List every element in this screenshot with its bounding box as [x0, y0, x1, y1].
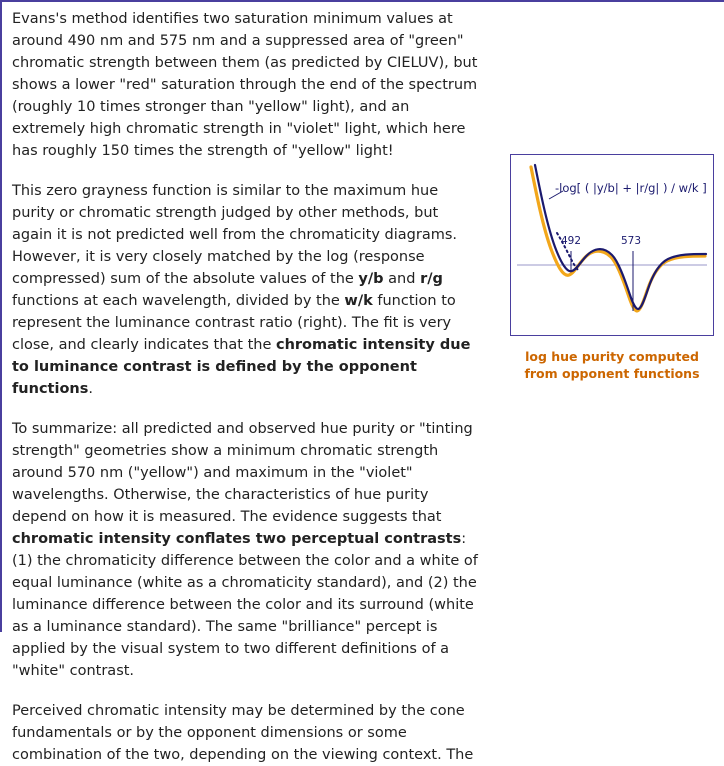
paragraph-4 — [12, 700, 478, 766]
figure-hue-purity — [510, 154, 716, 382]
annotation-label-492: 492 — [561, 235, 582, 247]
formula-label: -log[ ( |y/b| + |r/g| ) / w/k ] — [555, 181, 707, 195]
body-text: functions at each wavelength, divided by the — [12, 293, 345, 309]
emphasis-text: y/b — [358, 271, 384, 287]
text-column — [12, 8, 478, 766]
emphasis-text: w/k — [344, 293, 373, 309]
body-text: and — [383, 271, 421, 287]
paragraph-2 — [12, 180, 478, 400]
body-text: Evans's method identifies two saturation minimum values at around 490 nm and 575 nm and a suppressed area of "green" chromatic strength between them (as predicted by CIELUV), but shows a lower "red" saturation through the end of the spectrum (roughly 10 times stronger than "yellow" light), and an extremely high chromatic strength in "violet" light, which here has roughly 150 times the strength of "yellow" light! — [12, 11, 478, 159]
figure-plot-area — [510, 154, 714, 336]
emphasis-text: r/g — [420, 271, 443, 287]
body-text: function to represent the luminance contrast ratio (right). The fit is very close, and clearly indicates that the — [12, 293, 456, 353]
figure-caption: log hue purity computed from opponent functions — [524, 349, 700, 381]
paragraph-3 — [12, 418, 478, 682]
page-content — [12, 8, 716, 763]
annotation-label-573: 573 — [621, 235, 642, 247]
body-text: : (1) the chromaticity difference between the color and a white of equal luminance (white as a chromaticity standard), and (2) the luminance difference between the color and its surround (white as a luminance standard). The same "brilliance" percept is applied by the visual system to two different definitions of a "white" contrast. — [12, 531, 478, 679]
body-text: . — [88, 381, 93, 397]
paragraph-1 — [12, 8, 478, 162]
body-text: To summarize: all predicted and observed hue purity or "tinting strength" geometries show a minimum chromatic strength around 570 nm ("yellow") and maximum in the "violet" wavelengths. Otherwise, the characteristics of hue purity depend on how it is measured. The evidence suggests that — [12, 421, 473, 525]
emphasis-text: chromatic intensity conflates two perceptual contrasts — [12, 531, 462, 547]
body-text: Perceived chromatic intensity may be determined by the cone fundamentals or by the opponent dimensions or some combination of the two, depending on the viewing context. The — [12, 703, 474, 763]
emphasis-text: chromatic intensity due to luminance contrast is defined by the opponent functions — [12, 337, 471, 397]
body-text: This zero grayness function is similar to the maximum hue purity or chromatic strength judged by other methods, but again it is not predicted well from the chromaticity diagrams. However, it is very closely matched by the log (response compressed) sum of the absolute values of the — [12, 183, 458, 287]
